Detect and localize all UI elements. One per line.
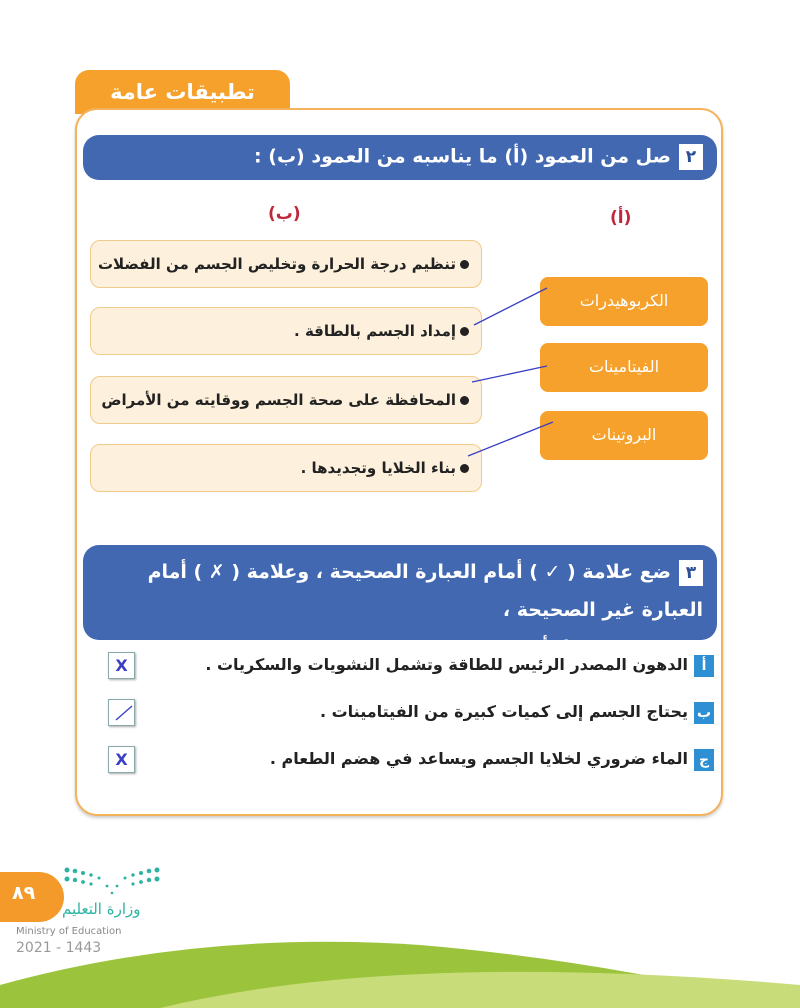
question-2-instruction-cont: فيما يأتي :: [501, 637, 603, 659]
column-a-header: (أ): [610, 208, 632, 228]
item-text: الماء ضروري لخلايا الجسم ويساعد في هضم الطعام .: [269, 749, 688, 768]
page-number: ٨٩: [0, 872, 64, 922]
question-number: ٢: [679, 144, 703, 170]
item-text: يحتاج الجسم إلى كميات كبيرة من الفيتامينات .: [319, 702, 688, 721]
question-2-instruction: ضع علامة ( ✓ ) أمام العبارة الصحيحة ، وعلامة ( ✗ ) أمام العبارة غير الصحيحة ،: [147, 561, 703, 621]
answer-box[interactable]: [108, 699, 135, 726]
item-letter: ب: [694, 702, 714, 724]
edition-year: 2021 - 1443: [16, 940, 102, 956]
item-letter: أ: [694, 655, 714, 677]
answer-box[interactable]: X: [108, 746, 135, 773]
column-b-item[interactable]: بناء الخلايا وتجديدها .: [90, 444, 482, 492]
item-letter: ج: [694, 749, 714, 771]
column-a-item[interactable]: البروتينات: [540, 411, 708, 460]
ministry-logo-icon: [62, 866, 162, 898]
match-line: [474, 288, 547, 325]
statement-item: [205, 652, 714, 678]
column-b-header: (ب): [268, 204, 301, 224]
match-line: [472, 366, 547, 382]
column-a-item[interactable]: الكربوهيدرات: [540, 277, 708, 326]
column-b-item[interactable]: تنظيم درجة الحرارة وتخليص الجسم من الفضلات: [90, 240, 482, 288]
item-text: الدهون المصدر الرئيس للطاقة وتشمل النشويات والسكريات .: [205, 655, 688, 674]
section-tab: تطبيقات عامة: [75, 70, 290, 114]
column-b-item[interactable]: المحافظة على صحة الجسم ووقايته من الأمراض: [90, 376, 482, 424]
ministry-name-en: Ministry of Education: [16, 926, 122, 937]
column-a-item[interactable]: الفيتامينات: [540, 343, 708, 392]
check-stroke-icon: [109, 700, 136, 727]
question-2-bar: [83, 545, 717, 659]
answer-box[interactable]: X: [108, 652, 135, 679]
statement-item: [270, 746, 714, 772]
statement-item: [320, 699, 714, 725]
question-1-instruction: صل من العمود (أ) ما يناسبه من العمود (ب) :: [254, 145, 671, 168]
column-b-item[interactable]: إمداد الجسم بالطاقة .: [90, 307, 482, 355]
match-line: [468, 422, 553, 456]
question-number: ٣: [679, 560, 703, 586]
ministry-name-ar: وزارة التعليم: [62, 900, 141, 918]
